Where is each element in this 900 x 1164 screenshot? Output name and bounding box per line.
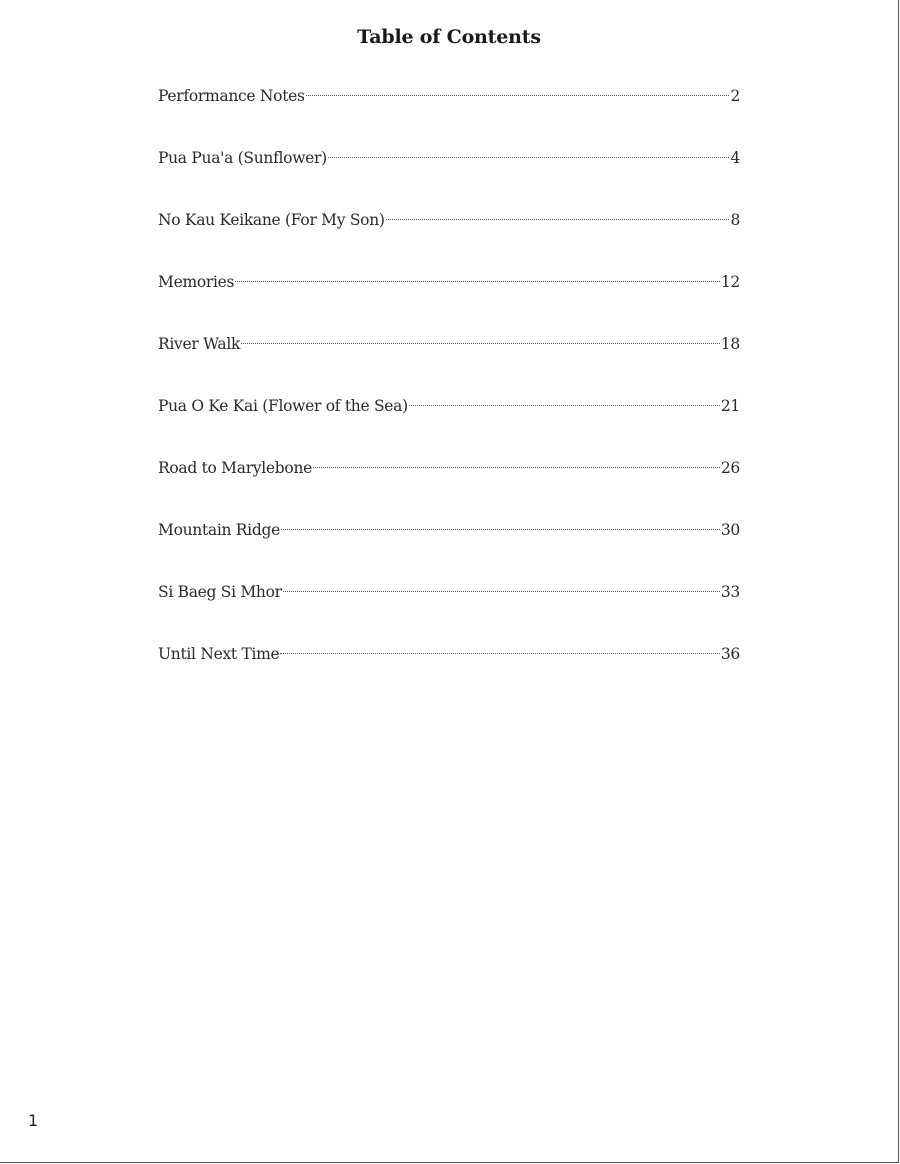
toc-entry-title: No Kau Keikane (For My Son) (158, 211, 385, 229)
dot-leader (241, 343, 720, 344)
toc-entry-page: 12 (720, 273, 740, 291)
toc-entry-title: Si Baeg Si Mhor (158, 583, 282, 601)
toc-entry-title: River Walk (158, 335, 241, 353)
toc-entry[interactable] (158, 580, 740, 642)
toc-entry-title: Memories (158, 273, 235, 291)
toc-entry-title: Until Next Time (158, 645, 280, 663)
page-title: Table of Contents (357, 26, 541, 48)
dot-leader (280, 653, 719, 654)
dot-leader (235, 281, 720, 282)
toc-entry-title: Pua O Ke Kai (Flower of the Sea) (158, 397, 408, 415)
toc-entry[interactable] (158, 84, 740, 146)
dot-leader (281, 529, 720, 530)
page-number: 1 (28, 1111, 39, 1130)
toc-entry-page: 18 (720, 335, 740, 353)
toc-entry[interactable] (158, 518, 740, 580)
toc-entry-page: 36 (720, 645, 740, 663)
toc-entry-title: Pua Pua'a (Sunflower) (158, 149, 327, 167)
toc-entry-page: 30 (720, 521, 740, 539)
toc-entry-title: Road to Marylebone (158, 459, 312, 477)
toc-entry-page: 8 (730, 211, 740, 229)
toc-entry[interactable] (158, 394, 740, 456)
dot-leader (409, 405, 720, 406)
toc-entry-title: Performance Notes (158, 87, 305, 105)
dot-leader (386, 219, 730, 220)
toc-entry[interactable] (158, 270, 740, 332)
toc-entry[interactable] (158, 456, 740, 518)
toc-entry-page: 33 (720, 583, 740, 601)
dot-leader (283, 591, 720, 592)
toc-entry-page: 2 (730, 87, 740, 105)
toc-entry-page: 4 (730, 149, 740, 167)
dot-leader (313, 467, 720, 468)
toc-entry[interactable] (158, 146, 740, 208)
dot-leader (328, 157, 730, 158)
toc-entry[interactable] (158, 332, 740, 394)
toc-entry[interactable] (158, 642, 740, 666)
toc-entry-page: 21 (720, 397, 740, 415)
toc-list (158, 84, 740, 666)
dot-leader (306, 95, 730, 96)
toc-entry-title: Mountain Ridge (158, 521, 280, 539)
toc-entry[interactable] (158, 208, 740, 270)
toc-entry-page: 26 (720, 459, 740, 477)
